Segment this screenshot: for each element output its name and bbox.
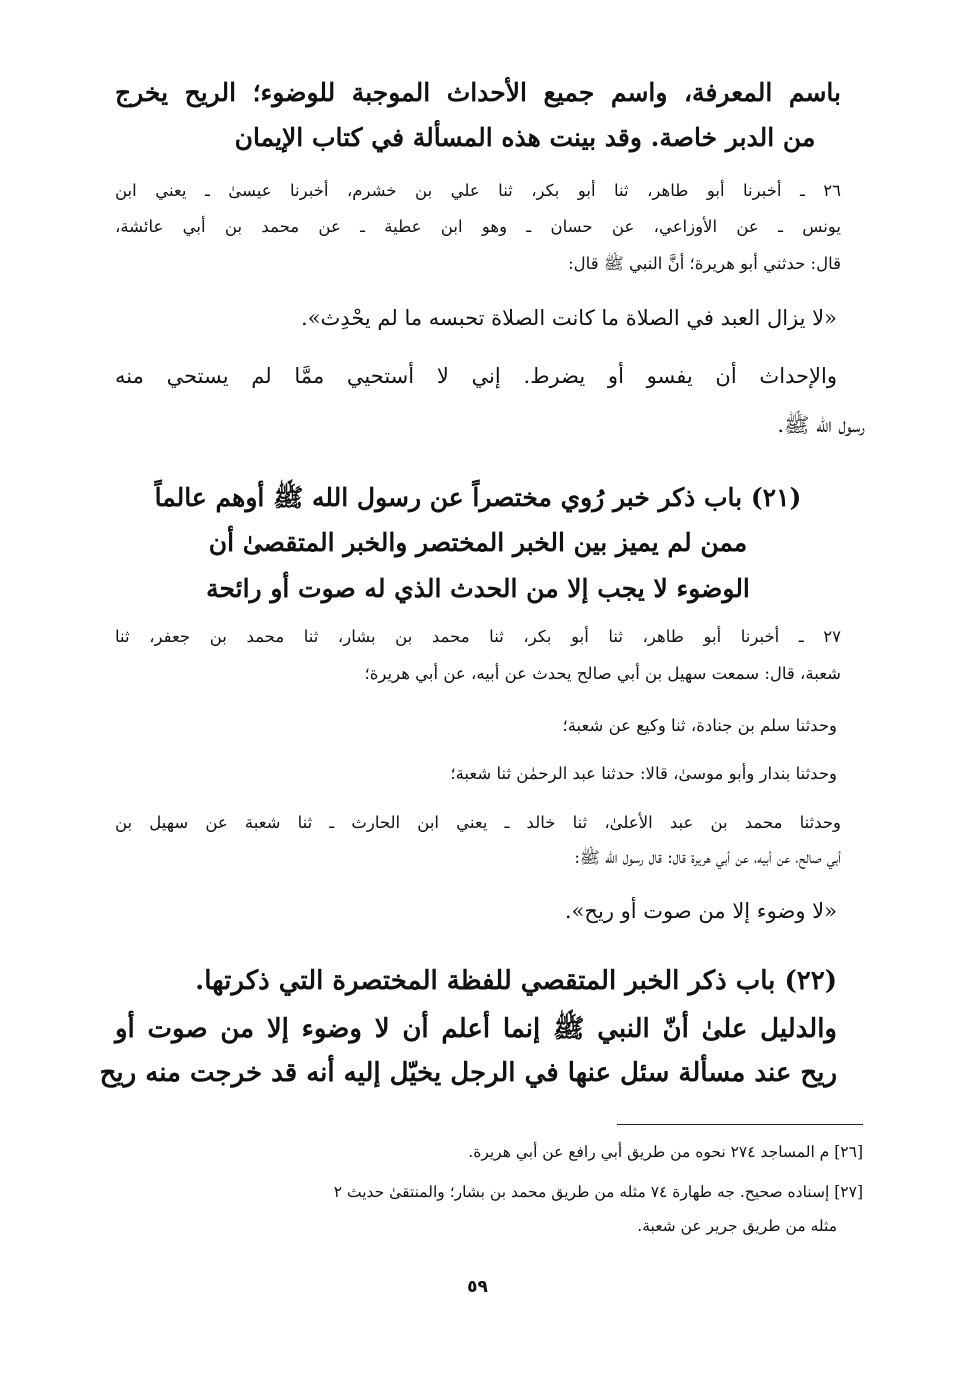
footnote-26 [115,1143,863,1161]
hadith-26-isnad-line-3: قال: حدثني أبو هريرة؛ أنَّ النبي ﷺ قال: [568,254,841,273]
hadith-26-matn: «لا يزال العبد في الصلاة ما كانت الصلاة تحبسه ما لم يحْدِث». [301,306,837,330]
chapter-22-line-1: (٢٢) باب ذكر الخبر المتقصي للفظة المختصرة التي ذكرتها. [195,966,837,996]
hadith-27-matn: «لا وضوء إلا من صوت أو ريح». [564,899,837,923]
hadith-27-chain-4-line-1: وحدثنا محمد بن عبد الأعلىٰ، ثنا خالد ـ يعني ابن الحارث ـ ثنا شعبة عن سهيل بن [115,813,841,832]
footnote-27-line-1 [115,1183,863,1201]
chapter-21-line-1: (٢١) باب ذكر خبر رُوي مختصراً عن رسول الله ﷺ أوهم عالماً [154,483,802,512]
hadith-26-isnad-line-2: يونس ـ عن الأوزاعي، عن حسان ـ وهو ابن عطية ـ عن محمد بن أبي عائشة، [115,217,841,236]
footnote-26-text: م المساجد ٢٧٤ نحوه من طريق أبي رافع عن أبي هريرة. [468,1143,830,1161]
intro-line-1: باسم المعرفة، واسم جميع الأحداث الموجبة للوضوء؛ الريح يخرج [115,78,841,107]
chapter-22-line-3: ريح عند مسألة سئل عنها في الرجل يخيّل إليه أنه قد خرجت منه ريح [99,1058,837,1088]
hadith-26-isnad-line-1: ٢٦ ـ أخبرنا أبو طاهر، ثنا أبو بكر، ثنا علي بن خشرم، أخبرنا عيسىٰ ـ يعني ابن [115,181,841,200]
footnote-divider [617,1124,863,1125]
footnote-27-line-2: مثله من طريق جرير عن شعبة. [637,1217,837,1235]
hadith-27-chain-2: وحدثنا سلم بن جنادة، ثنا وكيع عن شعبة؛ [562,716,837,735]
footnote-26-label: [٢٦] [834,1143,863,1161]
chapter-21-line-3: الوضوء لا يجب إلا من الحدث الذي له صوت أو رائحة [206,574,750,603]
hadith-27-isnad-line-2: شعبة، قال: سمعت سهيل بن أبي صالح يحدث عن أبيه، عن أبي هريرة؛ [364,664,841,683]
intro-line-2: من الدبر خاصة. وقد بينت هذه المسألة في كتاب الإيمان [234,123,816,152]
hadith-26-comment-line-2: رسول الله ﷺ. [777,413,865,437]
footnote-27-text-1: إسناده صحيح. جه طهارة ٧٤ مثله من طريق محمد بن بشار؛ والمنتقىٰ حديث ٢ [333,1183,830,1201]
hadith-27-chain-4-line-2: أبي صالح، عن أبيه، عن أبي هريرة قال: قال رسول الله ﷺ: [574,848,841,867]
hadith-26-comment-line-1: والإحداث أن يفسو أو يضرط. إني لا أستحيي ممَّا لم يستحي منه [115,364,837,388]
hadith-27-chain-3: وحدثنا بندار وأبو موسىٰ، قالا: حدثنا عبد الرحمٰن ثنا شعبة؛ [450,764,837,783]
page-number: ٥٩ [467,1277,488,1297]
hadith-27-isnad-line-1: ٢٧ ـ أخبرنا أبو طاهر، ثنا أبو بكر، ثنا محمد بن بشار، ثنا محمد بن جعفر، ثنا [115,627,841,646]
footnote-27-label: [٢٧] [834,1183,863,1201]
chapter-22-line-2: والدليل علىٰ أنّ النبي ﷺ إنما أعلم أن لا وضوء إلا من صوت أو [115,1014,837,1044]
chapter-21-line-2: ممن لم يميز بين الخبر المختصر والخبر المتقصىٰ أن [208,528,748,557]
